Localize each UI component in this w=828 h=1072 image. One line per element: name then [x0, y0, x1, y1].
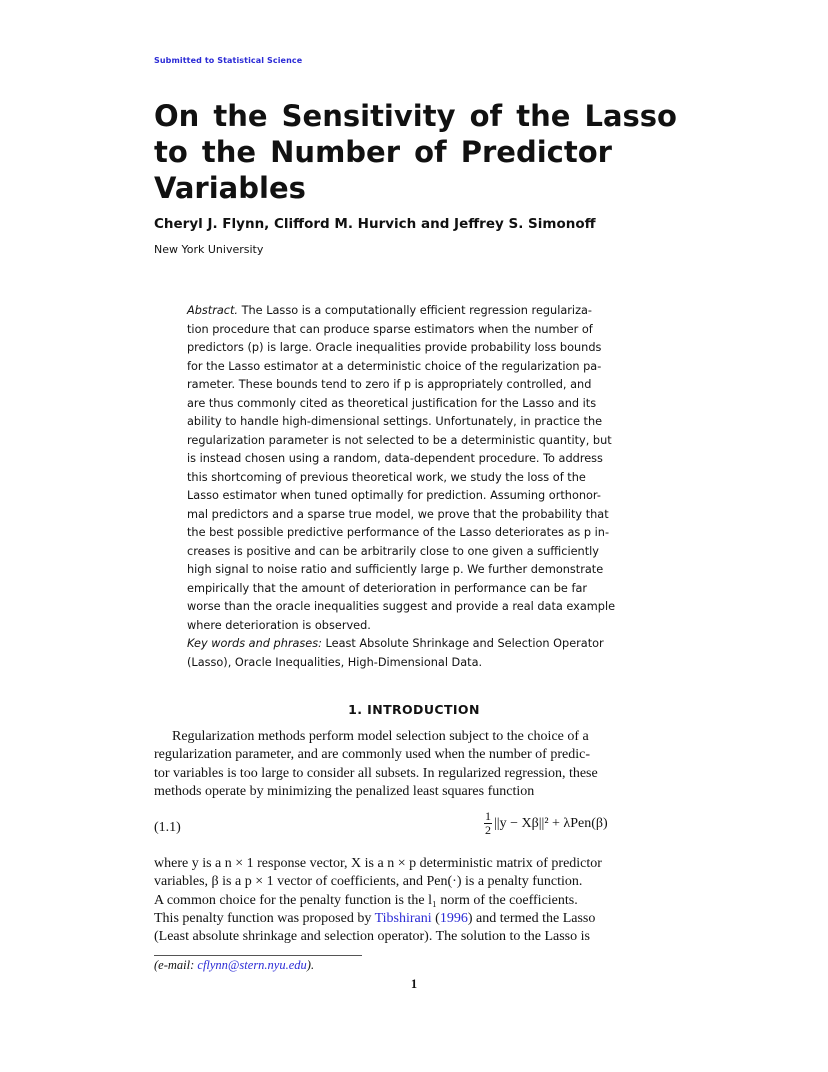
body-line: regularization parameter, and are commonly used when the number of predic-: [154, 747, 590, 763]
title-line: On the Sensitivity of the Lasso: [154, 99, 677, 133]
fraction: [484, 810, 492, 837]
body-line: (Least absolute shrinkage and selection operator). The solution to the Lasso is: [154, 929, 590, 945]
keywords-first-line: Key words and phrases: Least Absolute Shrinkage and Selection Operator: [187, 637, 604, 650]
body-line: A common choice for the penalty function is the l₁ norm of the coefficients.: [154, 892, 578, 908]
title-line: Variables: [154, 171, 306, 205]
citation-author-link[interactable]: Tibshirani: [374, 910, 432, 926]
abstract-line: empirically that the amount of deterioration in performance can be far: [187, 581, 588, 595]
section-heading: 1. INTRODUCTION: [348, 702, 480, 717]
abstract-first-line: Abstract. The Lasso is a computationally efficient regression regulariza-: [187, 304, 592, 317]
abstract-line: tion procedure that can produce sparse estimators when the number of: [187, 322, 593, 336]
abstract-line: regularization parameter is not selected to be a deterministic quantity, but: [187, 433, 612, 447]
abstract-label: Abstract.: [187, 304, 239, 317]
keywords-line: [187, 635, 640, 654]
title-line: to the Number of Predictor: [154, 135, 612, 169]
author-list: Cheryl J. Flynn, Clifford M. Hurvich and Jeffrey S. Simonoff: [154, 216, 596, 232]
abstract-line: where deterioration is observed.: [187, 618, 371, 632]
abstract-line: rameter. These bounds tend to zero if p is appropriately controlled, and: [187, 378, 592, 391]
body-line: tor variables is too large to consider all subsets. In regularized regression, these: [154, 765, 598, 781]
intro-paragraph-2: [154, 855, 672, 946]
abstract-line: creases is positive and can be arbitrarily close to one given a sufficiently: [187, 544, 599, 558]
citation-year-link[interactable]: 1996: [439, 910, 468, 926]
abstract-line: [187, 302, 640, 321]
equation-body: [484, 810, 608, 837]
paper-title: [154, 98, 714, 206]
abstract-line: predictors (p) is large. Oracle inequalities provide probability loss bounds: [187, 341, 602, 354]
abstract-line: the best possible predictive performance of the Lasso deteriorates as p in-: [187, 526, 610, 539]
email-link[interactable]: cflynn@stern.nyu.edu: [197, 958, 307, 972]
keywords-label: Key words and phrases:: [187, 637, 322, 650]
body-line: methods operate by minimizing the penalized least squares function: [154, 783, 535, 799]
abstract-line: high signal to noise ratio and sufficiently large p. We further demonstrate: [187, 563, 604, 576]
abstract-line: for the Lasso estimator at a deterministic choice of the regularization pa-: [187, 359, 602, 373]
journal-header[interactable]: Submitted to Statistical Science: [154, 56, 303, 65]
fraction-denominator: 2: [485, 823, 491, 837]
affiliation: New York University: [154, 243, 264, 256]
abstract-line: are thus commonly cited as theoretical justification for the Lasso and its: [187, 396, 597, 410]
equation-1-1: [154, 810, 672, 850]
body-line: where y is a n × 1 response vector, X is a n × p deterministic matrix of predictor: [154, 856, 602, 871]
page-number: 1: [410, 977, 418, 991]
body-line: variables, β is a p × 1 vector of coefficients, and Pen(·) is a penalty function.: [154, 874, 583, 890]
footnote-rule: [154, 955, 362, 956]
abstract-line: this shortcoming of previous theoretical work, we study the loss of the: [187, 470, 586, 484]
body-line: [154, 910, 672, 928]
abstract-line: is instead chosen using a random, data-dependent procedure. To address: [187, 452, 603, 465]
abstract-line: ability to handle high-dimensional settings. Unfortunately, in practice the: [187, 415, 603, 428]
fraction-numerator: 1: [485, 809, 491, 823]
citation-line: This penalty function was proposed by Tibshirani (1996) and termed the Lasso: [154, 910, 596, 926]
abstract-line: mal predictors and a sparse true model, we prove that the probability that: [187, 507, 609, 521]
abstract: [187, 302, 640, 672]
footnote: (e-mail: cflynn@stern.nyu.edu).: [154, 958, 315, 972]
body-line: Regularization methods perform model selection subject to the choice of a: [172, 729, 589, 744]
equation-number: (1.1): [154, 820, 181, 835]
abstract-line: worse than the oracle inequalities suggest and provide a real data example: [187, 600, 616, 613]
equation-expression: ||y − Xβ||² + λPen(β): [494, 815, 608, 831]
abstract-line: Lasso estimator when tuned optimally for prediction. Assuming orthonor-: [187, 489, 601, 502]
keywords-line: (Lasso), Oracle Inequalities, High-Dimensional Data.: [187, 655, 483, 669]
intro-paragraph-1: [154, 728, 672, 801]
